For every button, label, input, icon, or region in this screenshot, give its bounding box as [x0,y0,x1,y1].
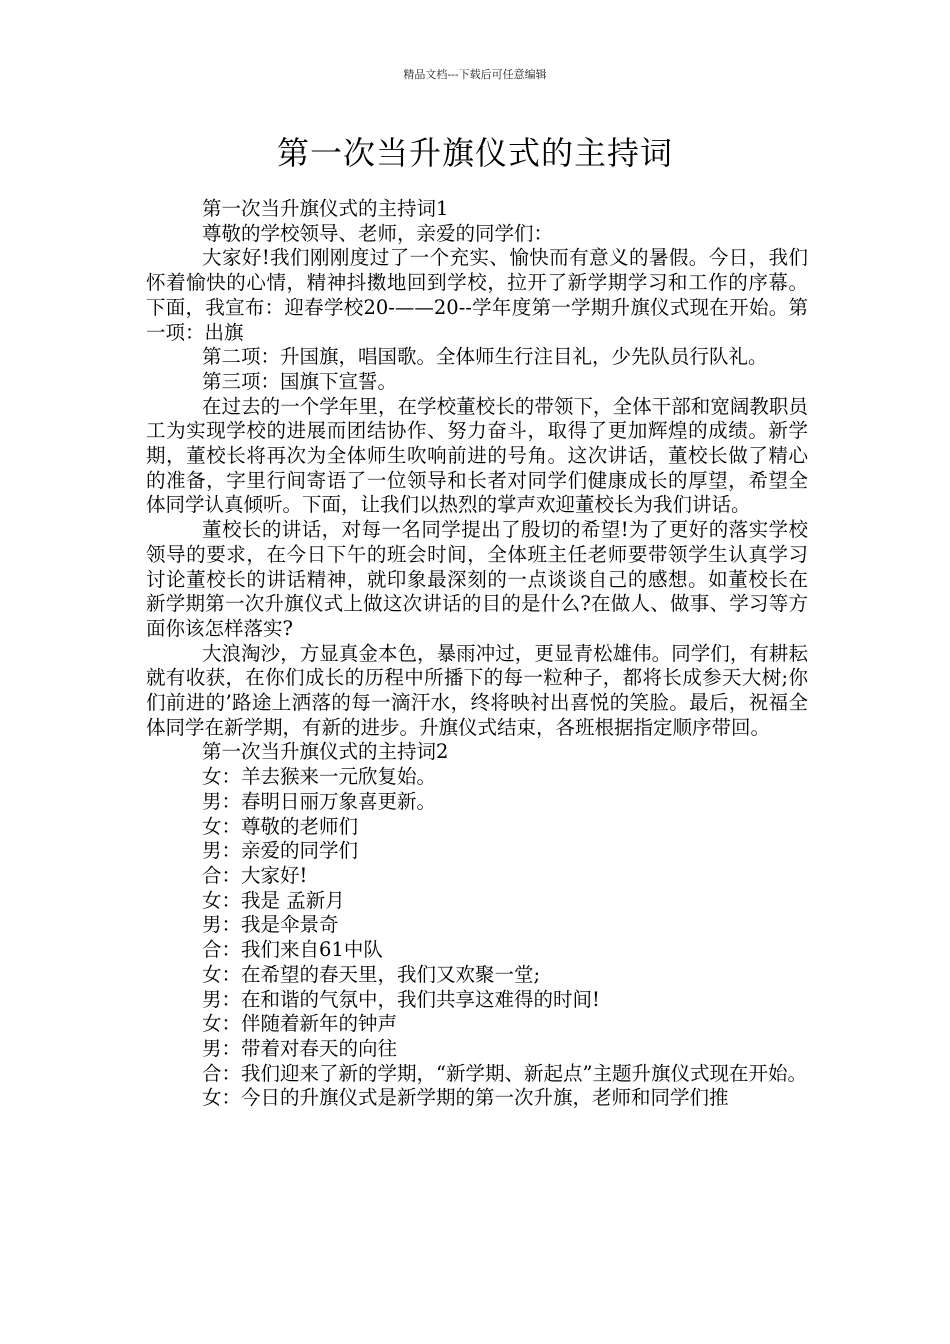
paragraph: 女：今日的升旗仪式是新学期的第一次升旗，老师和同学们推 [202,1086,729,1110]
paragraph: 大家好!我们刚刚度过了一个充实、愉快而有意义的暑假。今日，我们怀着愉快的心情，精神抖擞地回到学校，拉开了新学期学习和工作的序幕。下面，我宣布：迎春学校20-——20--学年度第一学期升旗仪式现在开始。第一项：出旗 [146,246,808,344]
paragraph: 男：亲爱的同学们 [202,839,359,863]
paragraph: 女：尊敬的老师们 [202,814,359,838]
paragraph: 合：我们来自61中队 [202,938,383,962]
paragraph: 女：在希望的春天里，我们又欢聚一堂; [202,962,541,986]
paragraph: 第三项：国旗下宣誓。 [202,369,398,393]
paragraph: 合：大家好! [202,863,308,887]
paragraph: 第二项：升国旗，唱国歌。全体师生行注目礼，少先队员行队礼。 [202,345,768,369]
document-body [146,197,808,1111]
paragraph: 男：在和谐的气氛中，我们共享这难得的时间! [202,987,600,1011]
paragraph: 在过去的一个学年里，在学校董校长的带领下，全体干部和宽阔教职员工为实现学校的进展而团结协作、努力奋斗，取得了更加辉煌的成绩。新学期，董校长将再次为全体师生吹响前进的号角。这次讲话，董校长做了精心的准备，字里行间寄语了一位领导和长者对同学们健康成长的厚望，希望全体同学认真倾听。下面，让我们以热烈的掌声欢迎董校长为我们讲话。 [146,394,808,517]
paragraph: 男：我是伞景奇 [202,913,339,937]
page-header: 精品文档---下载后可任意编辑 [403,68,547,81]
paragraph: 男：带着对春天的向往 [202,1036,398,1060]
paragraph: 尊敬的学校领导、老师，亲爱的同学们： [202,221,554,245]
paragraph: 第一次当升旗仪式的主持词1 [202,197,449,220]
paragraph: 董校长的讲话，对每一名同学提出了殷切的希望!为了更好的落实学校领导的要求，在今日下午的班会时间，全体班主任老师要带领学生认真学习讨论董校长的讲话精神，就印象最深刻的一点谈谈自己的感想。如董校长在新学期第一次升旗仪式上做这次讲话的目的是什么?在做人、做事、学习等方面你该怎样落实? [146,518,808,640]
paragraph: 第一次当升旗仪式的主持词2 [202,740,449,764]
paragraph: 男：春明日丽万象喜更新。 [202,789,437,813]
document-title: 第一次当升旗仪式的主持词 [276,134,673,172]
paragraph: 女：伴随着新年的钟声 [202,1012,398,1036]
paragraph: 女：我是 孟新月 [202,888,345,912]
paragraph: 女：羊去猴来一元欣复始。 [202,765,437,789]
paragraph: 大浪淘沙，方显真金本色，暴雨冲过，更显青松雄伟。同学们，有耕耘就有收获，在你们成长的历程中所播下的每一粒种子，都将长成参天大树;你们前进的’路途上洒落的每一滴汗水，终将映衬出喜悦的笑脸。最后，祝福全体同学在新学期，有新的进步。升旗仪式结束，各班根据指定顺序带回。 [146,641,808,739]
paragraph: 合：我们迎来了新的学期，“新学期、新起点”主题升旗仪式现在开始。 [202,1061,807,1085]
